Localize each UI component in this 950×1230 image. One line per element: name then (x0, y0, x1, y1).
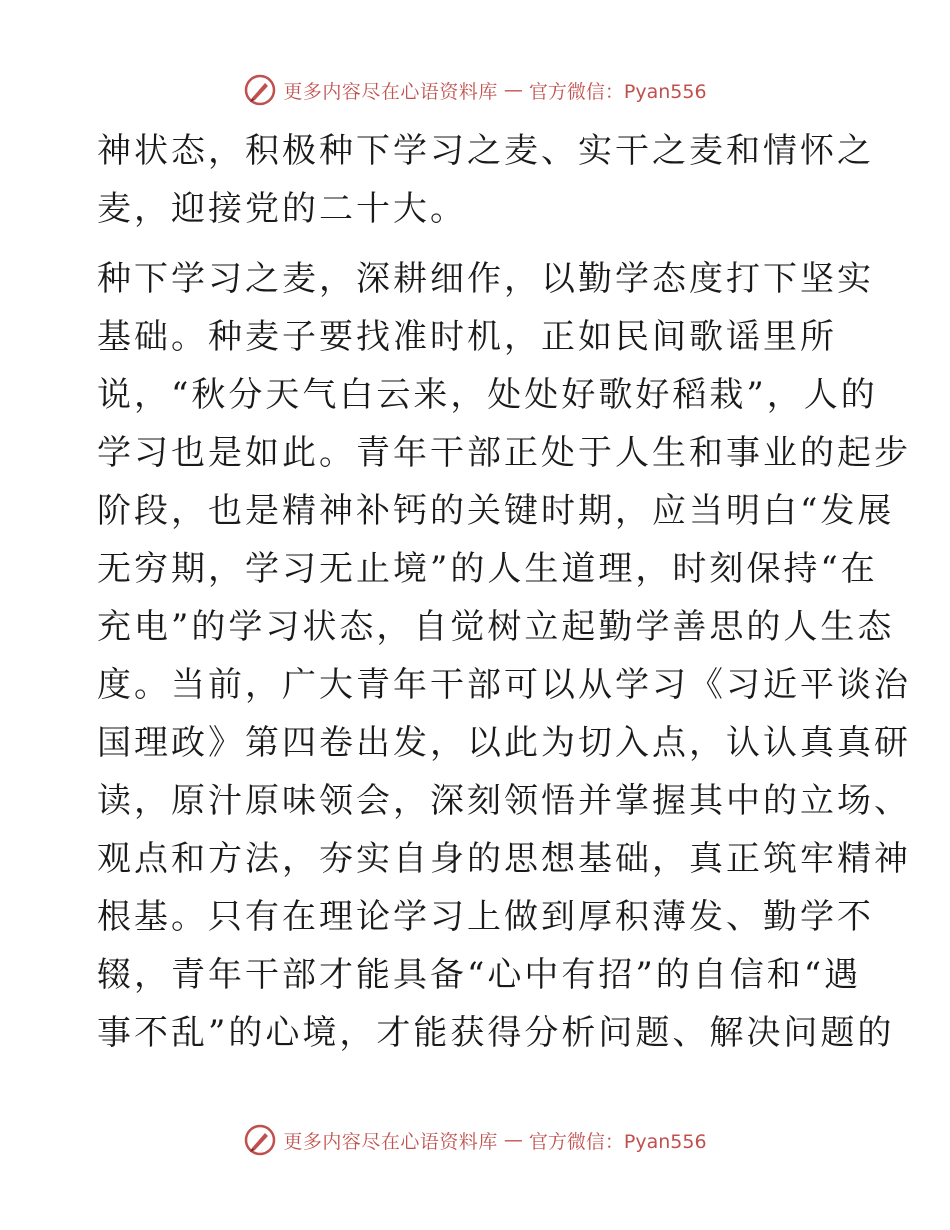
paragraph-gap (97, 238, 857, 250)
text-line: 充电”的学习状态，自觉树立起勤学善思的人生态 (97, 607, 895, 647)
watermark-separator: — (503, 1129, 523, 1151)
paragraph-1 (97, 122, 874, 238)
watermark-contact: 官方微信：Pyan556 (528, 1130, 707, 1153)
text-line: 说，“秋分天气白云来，处处好歌好稻栽”，人的 (97, 375, 878, 415)
watermark-brand: 更多内容尽在心语资料库 (283, 1130, 498, 1153)
text-line: 辍，青年干部才能具备“心中有招”的自信和“遇 (97, 955, 862, 995)
watermark-separator: — (503, 79, 523, 101)
text-line: 事不乱”的心境，才能获得分析问题、解决问题的 (97, 1013, 895, 1053)
text-line: 基础。种麦子要找准时机，正如民间歌谣里所 (97, 317, 837, 357)
text-line: 学习也是如此。青年干部正处于人生和事业的起步 (97, 433, 911, 473)
text-line: 根基。只有在理论学习上做到厚积薄发、勤学不 (97, 897, 874, 937)
footer-watermark (0, 1120, 950, 1160)
text-line: 阶段，也是精神补钙的关键时期，应当明白“发展 (97, 491, 895, 531)
text-line: 观点和方法，夯实自身的思想基础，真正筑牢精神 (97, 839, 911, 879)
pen-logo-icon (243, 73, 277, 107)
watermark-contact: 官方微信：Pyan556 (528, 80, 707, 103)
text-line: 度。当前，广大青年干部可以从学习《习近平谈治 (97, 665, 911, 705)
text-line: 麦，迎接党的二十大。 (97, 189, 467, 229)
paragraph-2 (97, 250, 911, 1062)
pen-logo-icon (243, 1123, 277, 1157)
watermark-brand: 更多内容尽在心语资料库 (283, 80, 498, 103)
text-line: 神状态，积极种下学习之麦、实干之麦和情怀之 (97, 131, 874, 171)
text-line: 无穷期，学习无止境”的人生道理，时刻保持“在 (97, 549, 878, 589)
text-line: 种下学习之麦，深耕细作，以勤学态度打下坚实 (97, 259, 874, 299)
text-line: 国理政》第四卷出发，以此为切入点，认认真真研 (97, 723, 911, 763)
header-watermark (0, 70, 950, 110)
document-body (97, 122, 911, 1062)
text-line: 读，原汁原味领会，深刻领悟并掌握其中的立场、 (97, 781, 911, 821)
